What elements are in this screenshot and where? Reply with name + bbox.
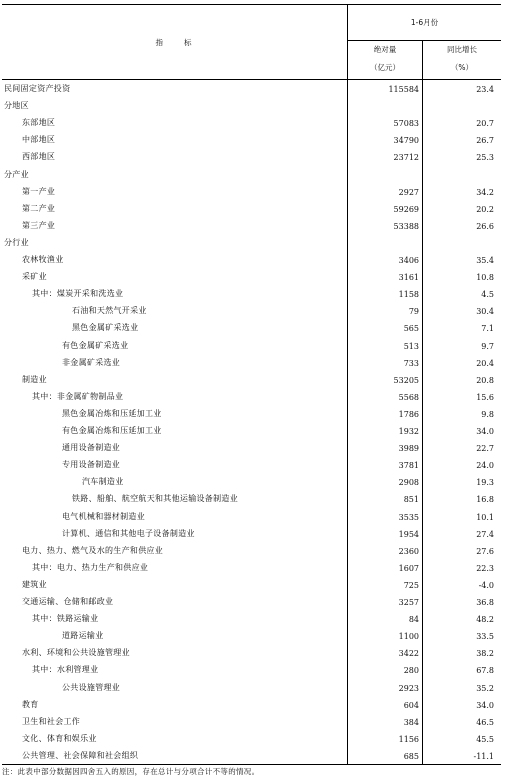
yoy-growth-cell: 67.8 xyxy=(476,666,494,676)
table-row xyxy=(2,730,501,747)
yoy-growth-cell: 38.2 xyxy=(476,649,494,659)
absolute-amount-cell: 513 xyxy=(403,341,419,351)
absolute-amount-cell: 725 xyxy=(403,580,419,590)
yoy-growth-cell: 34.2 xyxy=(476,187,494,197)
row-label: 道路运输业 xyxy=(62,631,104,641)
table-row xyxy=(2,679,501,696)
row-label: 农林牧渔业 xyxy=(22,255,64,264)
table-row xyxy=(2,337,501,354)
table-row xyxy=(2,114,501,131)
table-row xyxy=(2,166,501,183)
yoy-growth-header: 同比增长 xyxy=(447,45,477,54)
row-label: 中部地区 xyxy=(22,135,56,145)
yoy-growth-cell: 16.8 xyxy=(476,495,494,505)
absolute-amount-cell: 5568 xyxy=(398,392,419,402)
table-row xyxy=(2,234,501,251)
row-label: 第一产业 xyxy=(22,186,56,196)
table-row xyxy=(2,559,501,576)
table-row xyxy=(2,439,501,456)
absolute-amount-cell: 59269 xyxy=(393,204,419,214)
absolute-amount-cell: 84 xyxy=(408,615,419,625)
row-label: 公共管理、社会保障和社会组织 xyxy=(22,750,139,760)
yoy-growth-cell: 27.6 xyxy=(476,546,494,556)
yoy-growth-cell: 48.2 xyxy=(476,615,494,625)
absolute-amount-cell: 2908 xyxy=(398,478,419,488)
table-row xyxy=(2,747,501,764)
yoy-growth-cell: 22.7 xyxy=(476,444,494,454)
absolute-amount-cell: 79 xyxy=(408,307,419,317)
footnote: 注：此表中部分数据因四舍五入的原因，存在总计与分项合计不等的情况。 xyxy=(2,767,260,776)
yoy-growth-cell: 10.1 xyxy=(476,512,494,522)
absolute-amount-cell: 604 xyxy=(403,700,419,710)
absolute-amount-cell: 851 xyxy=(403,495,419,505)
absolute-amount-cell: 3989 xyxy=(398,444,419,454)
row-label: 交通运输、仓储和邮政业 xyxy=(22,597,114,606)
row-label: 非金属矿采选业 xyxy=(62,357,121,367)
row-label: 其中：电力、热力生产和供应业 xyxy=(32,562,149,572)
row-label: 建筑业 xyxy=(22,579,47,589)
row-label: 采矿业 xyxy=(22,272,47,282)
absolute-amount-cell: 733 xyxy=(403,358,419,368)
row-label: 其中：铁路运输业 xyxy=(32,614,99,624)
table-row xyxy=(2,319,501,336)
absolute-amount-cell: 384 xyxy=(403,717,419,727)
row-label: 其中：煤炭开采和洗选业 xyxy=(32,289,124,299)
table-row xyxy=(2,354,501,371)
yoy-growth-cell: 9.8 xyxy=(481,409,494,419)
yoy-growth-cell: 34.0 xyxy=(476,427,494,436)
row-label: 第三产业 xyxy=(22,220,56,230)
yoy-growth-cell: 46.5 xyxy=(476,717,494,727)
table-row xyxy=(2,576,501,593)
row-label: 有色金属冶炼和压延加工业 xyxy=(62,426,162,435)
absolute-amount-cell: 565 xyxy=(403,324,419,334)
yoy-growth-cell: 27.4 xyxy=(476,529,494,539)
absolute-amount-cell: 1100 xyxy=(398,632,419,642)
row-label: 分地区 xyxy=(4,101,29,111)
absolute-amount-cell: 1786 xyxy=(398,409,419,419)
table-row xyxy=(2,131,501,148)
yoy-growth-cell: 36.8 xyxy=(476,598,494,607)
table-row xyxy=(2,183,501,200)
table-row xyxy=(2,696,501,713)
table-row xyxy=(2,627,501,644)
absolute-amount-cell: 34790 xyxy=(393,136,419,146)
absolute-amount-cell: 1932 xyxy=(398,427,419,436)
row-label: 其中：非金属矿物制品业 xyxy=(32,391,124,401)
yoy-growth-cell: 20.4 xyxy=(476,358,494,368)
table-row xyxy=(2,542,501,559)
table-row xyxy=(2,713,501,730)
yoy-growth-cell: 9.7 xyxy=(481,341,494,351)
row-label: 电气机械和器材制造业 xyxy=(62,511,145,521)
row-label: 分行业 xyxy=(4,237,29,247)
row-label: 公共设施管理业 xyxy=(62,682,121,692)
absolute-amount-cell: 1954 xyxy=(398,529,419,539)
yoy-growth-cell: 20.8 xyxy=(476,375,494,385)
absolute-amount-cell: 3422 xyxy=(398,649,419,659)
table-row xyxy=(2,456,501,473)
table-row xyxy=(2,405,501,422)
absolute-amount-cell: 3257 xyxy=(398,598,419,607)
absolute-amount-cell: 3781 xyxy=(398,461,419,471)
yoy-growth-cell: 10.8 xyxy=(476,273,494,283)
table-row xyxy=(2,661,501,678)
absolute-amount-cell: 23712 xyxy=(393,153,419,163)
row-label: 第二产业 xyxy=(22,203,56,213)
row-label: 教育 xyxy=(22,699,39,709)
table-row xyxy=(2,422,501,439)
absolute-amount-header: 绝对量 xyxy=(373,45,397,54)
table-row xyxy=(2,148,501,165)
table-row xyxy=(2,644,501,661)
absolute-amount-cell: 57083 xyxy=(393,119,419,129)
data-table xyxy=(2,4,501,765)
row-label: 石油和天然气开采业 xyxy=(72,306,147,316)
row-label: 计算机、通信和其他电子设备制造业 xyxy=(62,528,195,538)
absolute-amount-cell: 1607 xyxy=(398,563,419,573)
yoy-growth-cell: 19.3 xyxy=(476,478,494,488)
absolute-amount-cell: 3161 xyxy=(398,273,419,283)
absolute-amount-cell: 685 xyxy=(403,751,419,761)
indicator-header: 指 标 xyxy=(155,38,194,47)
row-label: 制造业 xyxy=(22,374,47,384)
absolute-amount-unit: （亿元） xyxy=(370,63,400,72)
table-row xyxy=(2,285,501,302)
absolute-amount-cell: 1158 xyxy=(398,290,419,300)
row-label: 电力、热力、燃气及水的生产和供应业 xyxy=(22,545,164,555)
yoy-growth-cell: 34.0 xyxy=(476,700,494,710)
absolute-amount-cell: 3535 xyxy=(398,512,419,522)
row-label: 民间固定资产投资 xyxy=(4,84,71,93)
table-row xyxy=(2,490,501,507)
yoy-growth-cell: 20.2 xyxy=(476,204,494,214)
row-label: 专用设备制造业 xyxy=(62,460,121,470)
yoy-growth-cell: 22.3 xyxy=(476,563,494,573)
period-header: 1-6月份 xyxy=(410,18,439,27)
table-row xyxy=(2,217,501,234)
row-label: 黑色金属矿采选业 xyxy=(72,323,139,333)
table-row xyxy=(2,80,501,97)
absolute-amount-cell: 3406 xyxy=(398,256,419,265)
row-label: 其中：水利管理业 xyxy=(32,665,99,675)
yoy-growth-cell: 25.3 xyxy=(476,153,494,163)
yoy-growth-cell: 45.5 xyxy=(476,734,494,744)
yoy-growth-cell: -4.0 xyxy=(478,580,494,590)
yoy-growth-cell: -11.1 xyxy=(473,751,494,761)
row-label: 东部地区 xyxy=(22,118,56,128)
row-label: 黑色金属冶炼和压延加工业 xyxy=(62,408,162,418)
table-row xyxy=(2,610,501,627)
table-row xyxy=(2,251,501,268)
table-row xyxy=(2,388,501,405)
row-label: 通用设备制造业 xyxy=(62,443,121,453)
row-label: 水利、环境和公共设施管理业 xyxy=(22,648,130,658)
yoy-growth-cell: 4.5 xyxy=(481,290,494,300)
table-row xyxy=(2,525,501,542)
row-label: 有色金属矿采选业 xyxy=(62,340,129,350)
absolute-amount-cell: 1156 xyxy=(398,734,419,744)
row-label: 文化、体育和娱乐业 xyxy=(22,733,97,743)
absolute-amount-cell: 2927 xyxy=(398,187,419,197)
absolute-amount-cell: 2923 xyxy=(398,683,419,693)
table-row xyxy=(2,268,501,285)
row-label: 分产业 xyxy=(4,169,29,179)
absolute-amount-cell: 2360 xyxy=(398,546,419,556)
yoy-growth-cell: 20.7 xyxy=(476,119,494,129)
absolute-amount-cell: 280 xyxy=(403,666,419,676)
yoy-growth-cell: 15.6 xyxy=(476,392,494,402)
table-row xyxy=(2,593,501,610)
row-label: 西部地区 xyxy=(22,152,56,162)
yoy-growth-cell: 30.4 xyxy=(476,307,494,317)
table-row xyxy=(2,302,501,319)
yoy-growth-cell: 26.6 xyxy=(476,221,494,231)
table-row xyxy=(2,200,501,217)
table-row xyxy=(2,508,501,525)
yoy-growth-unit: （%） xyxy=(450,63,474,72)
absolute-amount-cell: 115584 xyxy=(388,85,419,94)
absolute-amount-cell: 53205 xyxy=(393,375,419,385)
yoy-growth-cell: 35.4 xyxy=(476,256,494,265)
row-label: 汽车制造业 xyxy=(82,477,124,487)
row-label: 卫生和社会工作 xyxy=(22,716,81,726)
yoy-growth-cell: 24.0 xyxy=(476,461,494,471)
absolute-amount-cell: 53388 xyxy=(393,221,419,231)
header-divider xyxy=(348,40,501,41)
yoy-growth-cell: 33.5 xyxy=(476,632,494,642)
table-row xyxy=(2,371,501,388)
table-row xyxy=(2,473,501,490)
table-row xyxy=(2,97,501,114)
row-label: 铁路、船舶、航空航天和其他运输设备制造业 xyxy=(72,494,238,504)
yoy-growth-cell: 7.1 xyxy=(481,324,494,334)
yoy-growth-cell: 23.4 xyxy=(476,85,494,94)
yoy-growth-cell: 35.2 xyxy=(476,683,494,693)
yoy-growth-cell: 26.7 xyxy=(476,136,494,146)
